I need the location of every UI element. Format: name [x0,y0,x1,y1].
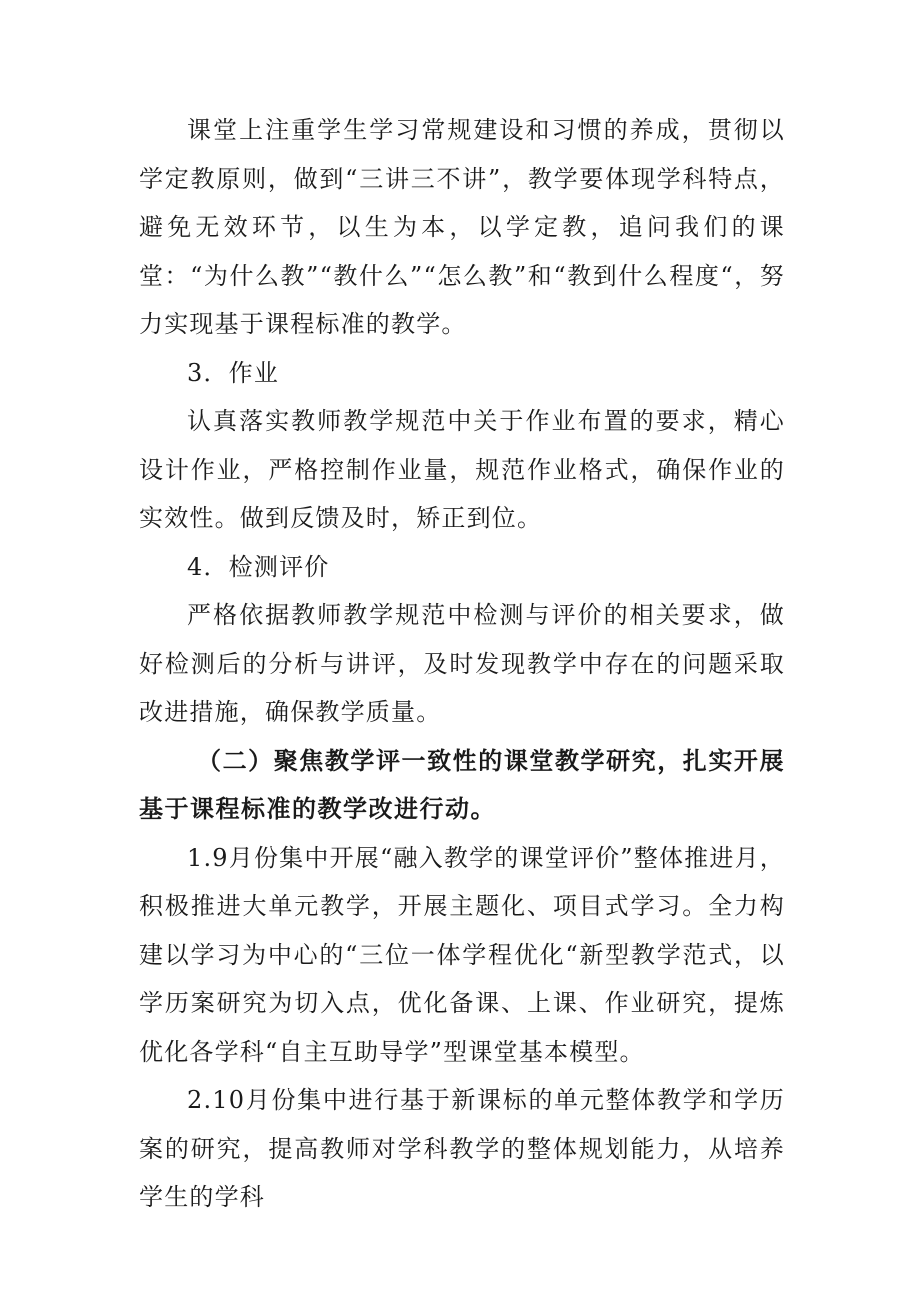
paragraph-assessment: 严格依据教师教学规范中检测与评价的相关要求，做好检测后的分析与讲评，及时发现教学中存在的问题采取改进措施，确保教学质量。 [139,601,785,726]
paragraph-classroom-habits: 课堂上注重学生学习常规建设和习惯的养成，贯彻以学定教原则，做到“三讲三不讲”，教学要体现学科特点，避免无效环节，以生为本，以学定教，追问我们的课堂：“为什么教”“教什么”“怎么教”和“教到什么程度“，努力实现基于课程标准的教学。 [139,116,785,338]
paragraph-october-plan: 2.10月份集中进行基于新课标的单元整体教学和学历案的研究，提高教师对学科教学的整体规划能力，从培养学生的学科 [139,1086,785,1211]
section-heading-assessment: 4．检测评价 [187,552,330,581]
paragraph-september-plan: 1.9月份集中开展“融入教学的课堂评价”整体推进月，积极推进大单元教学，开展主题化、项目式学习。全力构建以学习为中心的“三位一体学程优化“新型教学范式，以学历案研究为切入点，优化备课、上课、作业研究，提炼优化各学科“自主互助导学”型课堂基本模型。 [139,843,785,1066]
paragraph-homework: 认真落实教师教学规范中关于作业布置的要求，精心设计作业，严格控制作业量，规范作业格式，确保作业的实效性。做到反馈及时，矫正到位。 [139,407,785,532]
document-page [139,106,785,1222]
section-heading-research: （二）聚焦教学评一致性的课堂教学研究，扎实开展基于课程标准的教学改进行动。 [139,745,785,823]
section-heading-homework: 3．作业 [187,358,280,387]
